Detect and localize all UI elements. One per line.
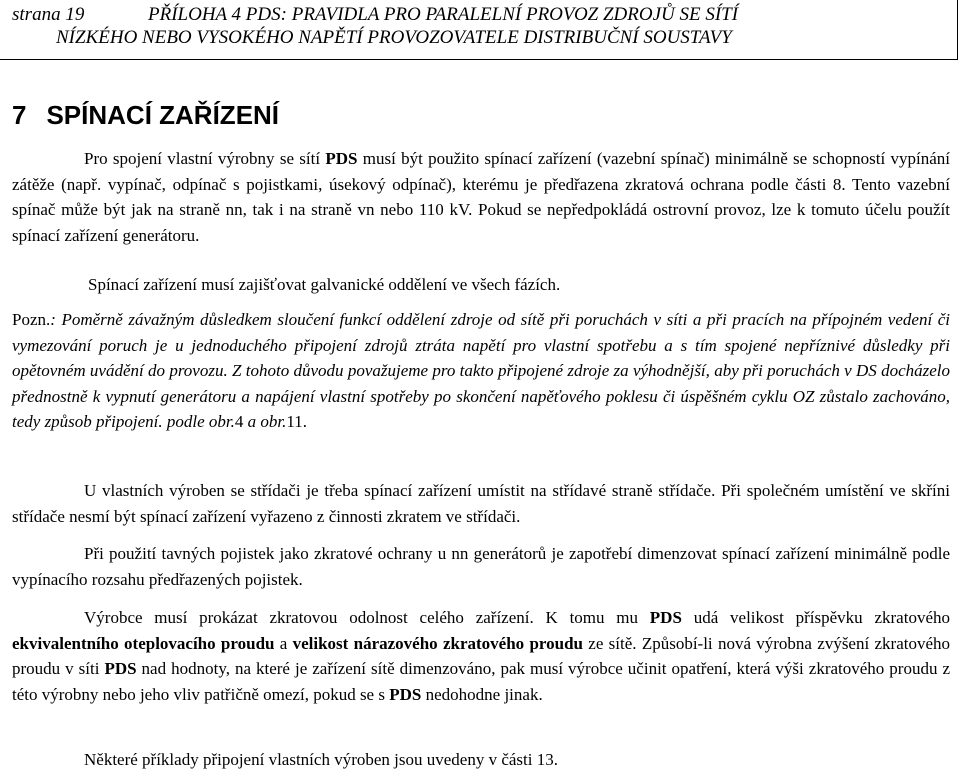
section-number: 7: [12, 100, 27, 130]
paragraph-2: Spínací zařízení musí zajišťovat galvanické oddělení ve všech fázích.: [88, 275, 561, 294]
header-title-line1: PŘÍLOHA 4 PDS: PRAVIDLA PRO PARALELNÍ PROVOZ ZDROJŮ SE SÍTÍ: [148, 4, 739, 25]
text: : Poměrně závažným důsledkem sloučení funkcí oddělení zdroje od sítě při poruchách v síti a při pracích na přípojném vedení či vymezování poruch je u jednoduchého připojení zdrojů ztráta napětí pro vlastní spotřebu a s tím spojené nepříznivé důsledky při opětovném uvádění do provozu. Z tohoto důvodu považujeme pro takto připojené zdroje za výhodnější, aby při poruchách v DS docházelo přednostně k vypnutí generátoru a napájení vlastní spotřeby po skončení napěťového poklesu či úspěšném cyklu OZ zůstalo zachováno, tedy způsob připojení. podle obr.: [12, 310, 950, 431]
paragraph-1: [12, 146, 950, 248]
text: udá velikost příspěvku zkratového: [681, 608, 950, 627]
text: nedohodne jinak.: [421, 684, 543, 704]
bold-term: velikost nárazového zkratového proudu: [292, 633, 584, 653]
page-number: strana 19: [12, 4, 85, 25]
text: a: [274, 633, 293, 653]
note-paragraph: [12, 307, 950, 435]
text: Pro spojení vlastní výrobny se sítí: [84, 149, 326, 168]
pds-term: PDS: [649, 608, 682, 627]
text: musí být použito spínací zařízení (vazební spínač) minimálně se schopností vypínání zátěže (např. vypínač, odpínač s pojistkami, úsekový odpínač), kterému je předřazena zkratová ochrana podle části 8. Tento vazební spínač může být jak na straně nn, tak i na straně vn nebo 110 kV. Pokud se nepředpokládá ostrovní provoz, lze k tomuto účelu použít spínací zařízení generátoru.: [12, 149, 950, 245]
pds-term: PDS: [325, 149, 358, 168]
text: nad hodnoty, na které je zařízení sítě dimenzováno, pak musí výrobce učinit opatření, která výši zkratového proudu z této výrobny nebo jeho vliv patřičně omezí, pokud se s: [12, 659, 950, 704]
bold-term: ekvivalentního oteplovacího proudu: [12, 633, 275, 653]
pds-term: PDS: [389, 684, 422, 704]
text: 4: [234, 412, 244, 431]
section-title: SPÍNACÍ ZAŘÍZENÍ: [46, 100, 280, 130]
note-label: Pozn.: [12, 310, 51, 329]
paragraph-3: U vlastních výroben se střídači je třeba spínací zařízení umístit na střídavé straně střídače. Při společném umístění ve skříni střídače nesmí být spínací zařízení vyřazeno z činnosti zkratem ve střídači.: [12, 481, 950, 526]
header-title-line2: NÍZKÉHO NEBO VYSOKÉHO NAPĚTÍ PROVOZOVATELE DISTRIBUČNÍ SOUSTAVY: [56, 27, 732, 48]
paragraph-5: [12, 605, 950, 707]
text: .: [302, 412, 307, 431]
section-heading: [12, 100, 279, 131]
paragraph-4: Při použití tavných pojistek jako zkratové ochrany u nn generátorů je zapotřebí dimenzovat spínací zařízení minimálně podle vypínacího rozsahu předřazených pojistek.: [12, 544, 950, 589]
pds-term: PDS: [104, 659, 137, 678]
page-header: [0, 0, 958, 60]
text: 11: [286, 412, 303, 431]
text: a obr.: [243, 412, 287, 431]
text: Výrobce musí prokázat zkratovou odolnost celého zařízení. K tomu mu: [84, 608, 650, 627]
text: ze sítě. Způsobí-li nová výrobna zvýšení zkratového proudu v síti: [12, 633, 951, 678]
paragraph-6: Některé příklady připojení vlastních výroben jsou uvedeny v části 13.: [84, 750, 558, 769]
